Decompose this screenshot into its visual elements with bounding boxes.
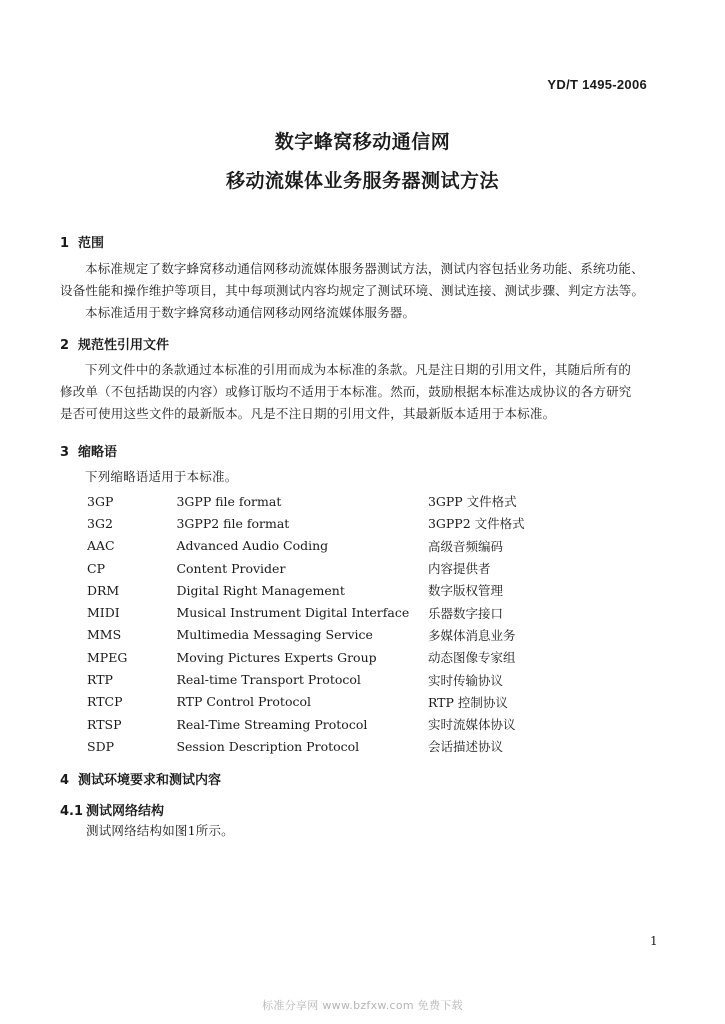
abbr-term: SDP (87, 738, 114, 754)
list-item (87, 691, 587, 713)
abbr-term: 3GP (87, 493, 114, 509)
abbr-english: RTP Control Protocol (176, 694, 312, 710)
section-1-heading (60, 232, 104, 251)
abbr-chinese: 会话描述协议 (427, 739, 503, 755)
abbr-chinese: 数字版权管理 (427, 583, 503, 599)
text-line: 设备性能和操作维护等项目，其中每项测试内容均规定了测试环境、测试连接、测试步骤、判定方法等。 (60, 283, 645, 298)
list-item (87, 601, 587, 623)
abbr-chinese: 内容提供者 (427, 561, 491, 577)
text-line: 本标准适用于数字蜂窝移动通信网移动网络流媒体服务器。 (85, 305, 416, 320)
abbreviation-list (87, 490, 587, 758)
section-4-1-heading (60, 800, 164, 819)
section-number: 1 (60, 236, 70, 251)
abbr-chinese: 实时流媒体协议 (427, 717, 516, 733)
standard-number: YD/T 1495-2006 (547, 77, 647, 92)
list-item (87, 735, 587, 757)
abbr-english: 3GPP2 file format (176, 515, 290, 531)
list-item (87, 579, 587, 601)
abbr-term: CP (87, 560, 105, 576)
abbr-chinese: 乐器数字接口 (427, 605, 503, 621)
section-title: 测试网络结构 (86, 804, 165, 819)
section-number: 4.1 (60, 804, 84, 819)
abbr-english: Digital Right Management (176, 582, 345, 598)
page-number: 1 (650, 934, 658, 948)
list-item (87, 713, 587, 735)
text-line: 本标准规定了数字蜂窝移动通信网移动流媒体服务器测试方法，测试内容包括业务功能、系统功能、 (85, 261, 644, 276)
section-2-heading (60, 334, 169, 353)
abbr-english: Session Description Protocol (176, 738, 360, 754)
abbr-english: Moving Pictures Experts Group (176, 649, 377, 665)
abbr-term: MMS (87, 627, 122, 643)
text-line: 下列文件中的条款通过本标准的引用而成为本标准的条款。凡是注日期的引用文件，其随后所有的 (85, 362, 632, 377)
section-title: 范围 (78, 236, 105, 251)
abbr-term: RTP (87, 672, 113, 688)
abbr-english: Multimedia Messaging Service (176, 627, 373, 643)
abbr-english: Real-time Transport Protocol (176, 672, 361, 688)
abbr-term: MPEG (87, 649, 128, 665)
list-item (87, 624, 587, 646)
abbr-term: MIDI (87, 605, 120, 621)
abbr-english: Musical Instrument Digital Interface (176, 605, 410, 621)
list-item (87, 490, 587, 512)
section-number: 2 (60, 338, 70, 353)
section-2-paragraph (60, 359, 660, 425)
text-line: 修改单（不包括勘误的内容）或修订版均不适用于本标准。然而，鼓励根据本标准达成协议的各方研究 (60, 384, 632, 399)
list-item (87, 512, 587, 534)
abbr-chinese: 多媒体消息业务 (427, 627, 516, 643)
document-title-line1: 数字蜂窝移动通信网 (274, 131, 451, 153)
section-title: 规范性引用文件 (78, 338, 170, 353)
section-4-1-paragraph: 测试网络结构如图1所示。 (86, 823, 234, 838)
abbr-chinese: 实时传输协议 (427, 672, 503, 688)
section-number: 3 (60, 445, 70, 460)
abbr-term: RTCP (87, 694, 123, 710)
list-item (87, 535, 587, 557)
abbr-term: RTSP (87, 716, 122, 732)
list-item (87, 668, 587, 690)
abbr-chinese: 3GPP 文件格式 (427, 494, 517, 510)
abbr-english: Advanced Audio Coding (176, 538, 329, 554)
section-3-intro: 下列缩略语适用于本标准。 (85, 469, 238, 484)
abbr-english: Real-Time Streaming Protocol (176, 716, 368, 732)
document-title-line2: 移动流媒体业务服务器测试方法 (225, 170, 499, 192)
section-4-heading (60, 769, 221, 788)
list-item (87, 557, 587, 579)
text-line: 是否可使用这些文件的最新版本。凡是不注日期的引用文件，其最新版本适用于本标准。 (60, 406, 556, 421)
abbr-term: 3G2 (87, 515, 113, 531)
section-number: 4 (60, 773, 70, 788)
section-1-paragraph (60, 258, 660, 324)
section-title: 缩略语 (78, 445, 118, 460)
section-title: 测试环境要求和测试内容 (78, 773, 222, 788)
abbr-english: 3GPP file format (176, 493, 282, 509)
abbr-chinese: RTP 控制协议 (427, 694, 508, 710)
abbr-english: Content Provider (176, 560, 286, 576)
abbr-term: AAC (87, 538, 115, 554)
section-3-heading (60, 441, 117, 460)
abbr-chinese: 3GPP2 文件格式 (427, 516, 525, 532)
list-item (87, 646, 587, 668)
watermark: 标准分享网 www.bzfxw.com 免费下载 (262, 999, 463, 1012)
abbr-chinese: 高级音频编码 (427, 538, 503, 554)
abbr-term: DRM (87, 582, 120, 598)
abbr-chinese: 动态图像专家组 (427, 650, 516, 666)
